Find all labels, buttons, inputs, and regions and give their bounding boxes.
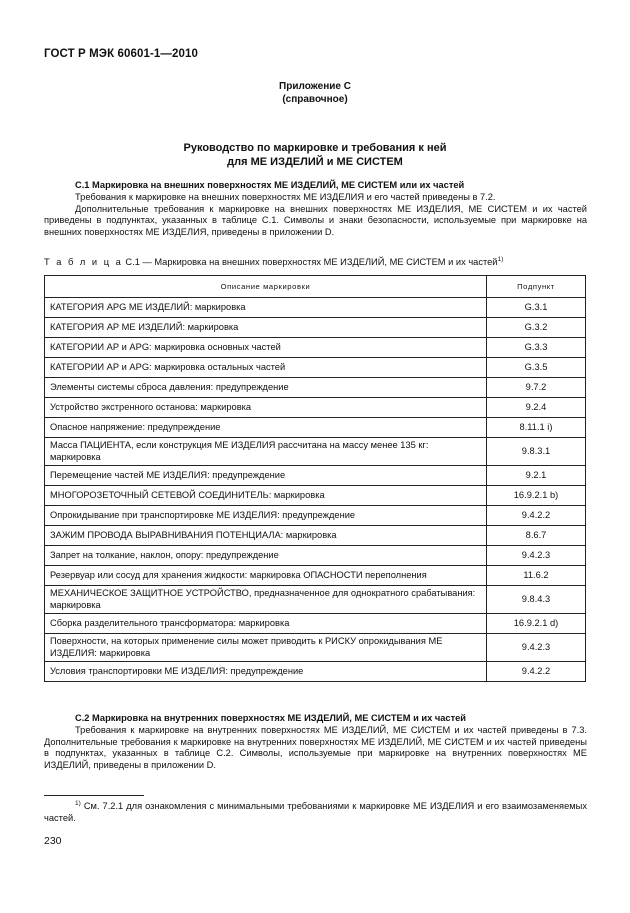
table-caption-footnote-ref: 1): [497, 256, 504, 263]
marking-description-cell: ЗАЖИМ ПРОВОДА ВЫРАВНИВАНИЯ ПОТЕНЦИАЛА: маркировка: [45, 526, 487, 546]
column-header-clause: Подпункт: [487, 276, 586, 298]
document-header: ГОСТ Р МЭК 60601-1—2010: [44, 48, 198, 60]
section-c1-heading: С.1 Маркировка на внешних поверхностях МЕ ИЗДЕЛИЙ, МЕ СИСТЕМ или их частей: [75, 180, 465, 190]
section-c2-heading: С.2 Маркировка на внутренних поверхностях МЕ ИЗДЕЛИЙ, МЕ СИСТЕМ и их частей: [75, 713, 467, 723]
table-row: [45, 398, 586, 418]
column-header-description: Описание маркировки: [45, 276, 487, 298]
page-number: 230: [44, 835, 62, 847]
footnote-text: См. 7.2.1 для ознакомления с минимальными требованиями к маркировке МЕ ИЗДЕЛИЯ и его взаимозаменяемых частей.: [44, 801, 587, 823]
section-c2-paragraph-1: Требования к маркировке на внутренних поверхностях МЕ ИЗДЕЛИЙ, МЕ СИСТЕМ и их частей приведены в 7.3. Дополнительные требования к маркировке на внутренних поверхностях МЕ ИЗДЕЛИЙ, МЕ СИСТЕМ и их частей приведены в подпунктах, указанных в таблице С.2. Символы, используемые при маркировке на внутренних поверхностях МЕ ИЗДЕЛИЙ, приведены в приложении D.: [44, 724, 587, 771]
clause-reference-cell: 9.8.3.1: [487, 438, 586, 466]
annex-main-title: [0, 141, 630, 169]
clause-reference-cell: 11.6.2: [487, 566, 586, 586]
clause-reference-cell: 16.9.2.1 b): [487, 486, 586, 506]
clause-reference-cell: 8.6.7: [487, 526, 586, 546]
table-caption-prefix: Т а б л и ц а: [44, 257, 123, 268]
title-line-1: Руководство по маркировке и требования к ней: [183, 142, 447, 154]
table-row: [45, 566, 586, 586]
clause-reference-cell: 8.11.1 i): [487, 418, 586, 438]
marking-description-cell: КАТЕГОРИЯ APG МЕ ИЗДЕЛИЙ: маркировка: [45, 298, 487, 318]
marking-description-cell: МЕХАНИЧЕСКОЕ ЗАЩИТНОЕ УСТРОЙСТВО, предназначенное для однократного срабатывания: маркировка: [45, 586, 487, 614]
clause-reference-cell: G.3.5: [487, 358, 586, 378]
table-body: [45, 298, 586, 682]
table-row: [45, 358, 586, 378]
clause-reference-cell: 9.4.2.2: [487, 662, 586, 682]
marking-description-cell: МНОГОРОЗЕТОЧНЫЙ СЕТЕВОЙ СОЕДИНИТЕЛЬ: маркировка: [45, 486, 487, 506]
table-row: [45, 586, 586, 614]
table-row: [45, 318, 586, 338]
table-row: [45, 546, 586, 566]
table-caption: [44, 256, 503, 267]
marking-description-cell: КАТЕГОРИЯ АР МЕ ИЗДЕЛИЙ: маркировка: [45, 318, 487, 338]
table-row: [45, 438, 586, 466]
annex-heading: [0, 80, 630, 106]
table-row: [45, 378, 586, 398]
marking-description-cell: Запрет на толкание, наклон, опору: предупреждение: [45, 546, 487, 566]
table-row: [45, 634, 586, 662]
marking-description-cell: Поверхности, на которых применение силы может приводить к РИСКУ опрокидывания МЕ ИЗДЕЛИЯ: маркировка: [45, 634, 487, 662]
marking-description-cell: Перемещение частей МЕ ИЗДЕЛИЯ: предупреждение: [45, 466, 487, 486]
footnote: [44, 798, 587, 825]
marking-description-cell: Устройство экстренного останова: маркировка: [45, 398, 487, 418]
table-header-row: [45, 276, 586, 298]
table-row: [45, 418, 586, 438]
marking-description-cell: Условия транспортировки МЕ ИЗДЕЛИЯ: предупреждение: [45, 662, 487, 682]
footnote-separator: [44, 795, 144, 796]
section-c1-paragraph-1: Требования к маркировке на внешних поверхностях МЕ ИЗДЕЛИЯ и его частей приведены в 7.2.: [75, 191, 496, 202]
title-line-2: для МЕ ИЗДЕЛИЙ и МЕ СИСТЕМ: [227, 156, 403, 168]
marking-description-cell: КАТЕГОРИИ АР и APG: маркировка основных частей: [45, 338, 487, 358]
table-row: [45, 614, 586, 634]
clause-reference-cell: G.3.3: [487, 338, 586, 358]
table-row: [45, 298, 586, 318]
clause-reference-cell: 9.7.2: [487, 378, 586, 398]
table-row: [45, 466, 586, 486]
clause-reference-cell: 9.4.2.2: [487, 506, 586, 526]
clause-reference-cell: 9.2.4: [487, 398, 586, 418]
marking-description-cell: Опрокидывание при транспортировке МЕ ИЗДЕЛИЯ: предупреждение: [45, 506, 487, 526]
clause-reference-cell: 16.9.2.1 d): [487, 614, 586, 634]
marking-description-cell: Резервуар или сосуд для хранения жидкости: маркировка ОПАСНОСТИ переполнения: [45, 566, 487, 586]
clause-reference-cell: 9.4.2.3: [487, 634, 586, 662]
table-row: [45, 662, 586, 682]
marking-description-cell: Элементы системы сброса давления: предупреждение: [45, 378, 487, 398]
section-c2: [44, 713, 587, 772]
marking-description-cell: Масса ПАЦИЕНТА, если конструкция МЕ ИЗДЕЛИЯ рассчитана на массу менее 135 кг: маркировка: [45, 438, 487, 466]
footnote-marker: 1): [75, 800, 81, 807]
marking-description-cell: Опасное напряжение: предупреждение: [45, 418, 487, 438]
clause-reference-cell: G.3.1: [487, 298, 586, 318]
table-caption-text: С.1 — Маркировка на внешних поверхностях МЕ ИЗДЕЛИЙ, МЕ СИСТЕМ и их частей: [125, 257, 498, 268]
marking-description-cell: КАТЕГОРИИ АР и APG: маркировка остальных частей: [45, 358, 487, 378]
table-row: [45, 486, 586, 506]
clause-reference-cell: 9.8.4.3: [487, 586, 586, 614]
marking-description-cell: Сборка разделительного трансформатора: маркировка: [45, 614, 487, 634]
table-row: [45, 338, 586, 358]
table-row: [45, 506, 586, 526]
marking-table: [44, 275, 586, 682]
section-c1: [44, 180, 587, 239]
annex-subtitle: (справочное): [282, 94, 348, 105]
section-c1-paragraph-2: Дополнительные требования к маркировке на внешних поверхностях МЕ ИЗДЕЛИЯ, МЕ СИСТЕМ и их частей приведены в подпунктах, указанных в таблице С.1. Символы и знаки безопасности, используемые при маркировке на внешних поверхностях МЕ ИЗДЕЛИЯ, приведены в приложении D.: [44, 203, 587, 238]
table-row: [45, 526, 586, 546]
clause-reference-cell: G.3.2: [487, 318, 586, 338]
clause-reference-cell: 9.4.2.3: [487, 546, 586, 566]
annex-title: Приложение С: [279, 81, 351, 92]
clause-reference-cell: 9.2.1: [487, 466, 586, 486]
